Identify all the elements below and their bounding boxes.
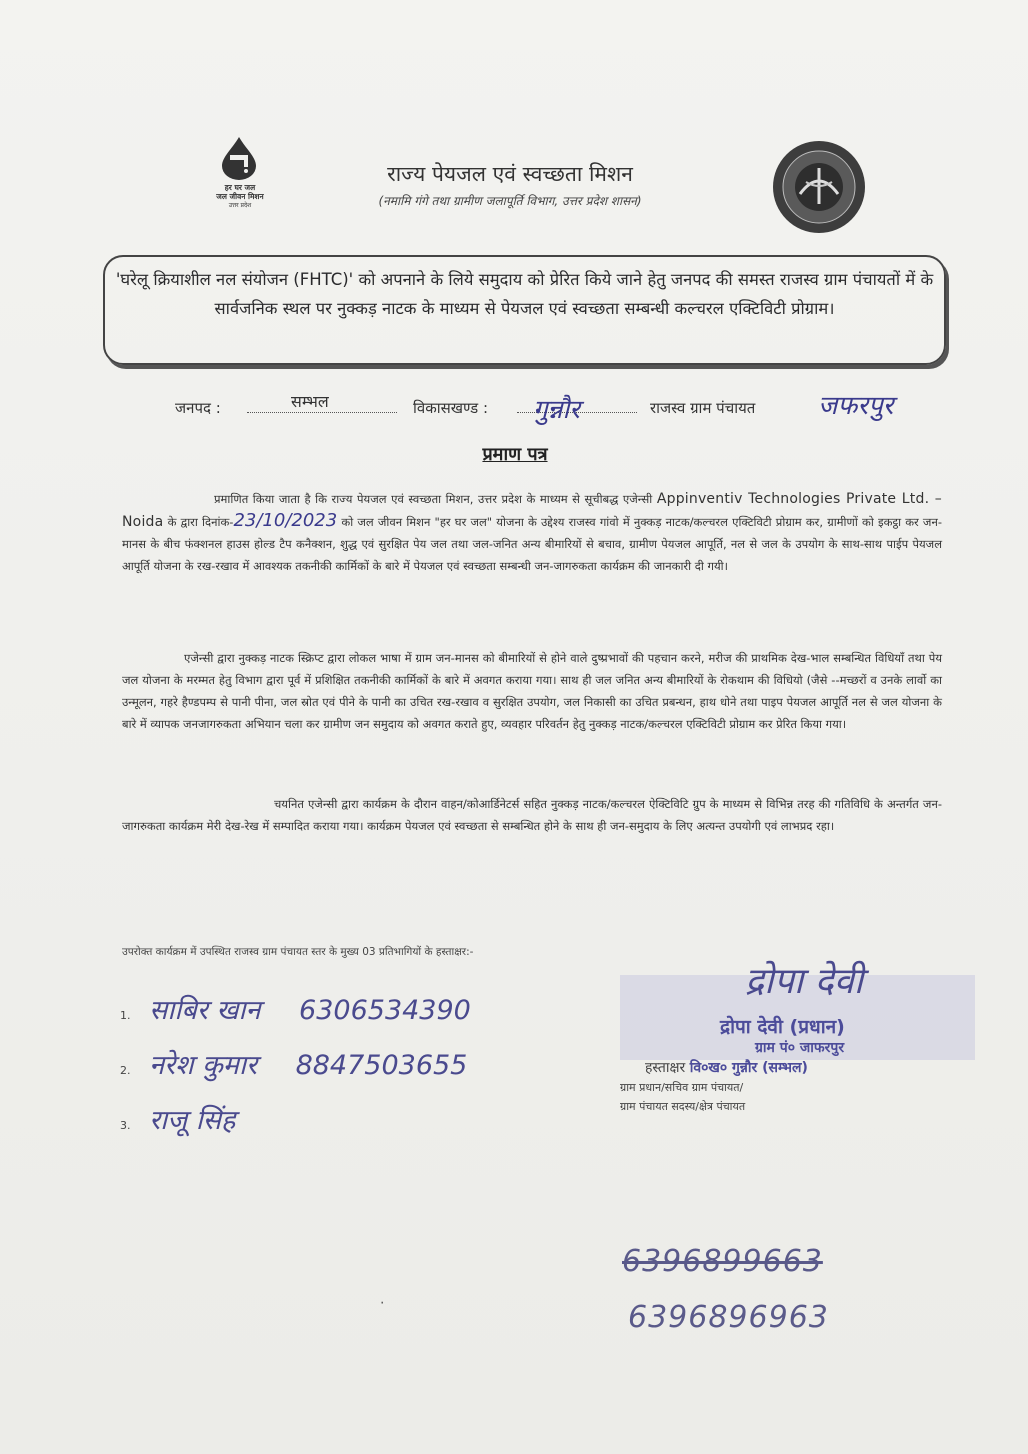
pradhan-signature: द्रोपा देवी [745,961,864,1002]
participant-signature: राजू सिंह [149,1105,236,1136]
mission-subtitle: (नमामि गंगे तथा ग्रामीण जलापूर्ति विभाग, उत्तर प्रदेश शासन) [378,194,642,208]
logo-text-2: जल जीवन मिशन [216,192,264,201]
program-description-box [103,255,946,365]
logo-text-3: उत्तर प्रदेश [228,202,252,209]
panchayat-label: राजस्व ग्राम पंचायत [650,399,756,417]
logo-text-1: हर घर जल [224,183,256,192]
paragraph-1-intro: प्रमाणित किया जाता है कि राज्य पेयजल एवं स्वच्छता मिशन, उत्तर प्रदेश के माध्यम से सूचीबद्ध एजेन्सी [214,492,653,506]
handwritten-phone-number: 6396896963 [628,1300,829,1335]
block-label: विकासखण्ड : [413,399,489,417]
water-drop-icon [210,135,268,181]
program-description-text: 'घरेलू क्रियाशील नल संयोजन (FHTC)' को अपनाने के लिये समुदाय को प्रेरित किये जाने हेतु जनपद की समस्त राजस्व ग्राम पंचायतों में के सार्वजनिक स्थल पर नुक्कड़ नाटक के माध्यम से पेयजल एवं स्वच्छता सम्बन्धी कल्चरल एक्टिविटी प्रोग्राम। [115,270,934,318]
up-government-seal-icon [770,138,868,236]
mission-title: राज्य पेयजल एवं स्वच्छता मिशन [387,162,633,186]
participants-heading: उपरोक्त कार्यक्रम में उपस्थित राजस्व ग्राम पंचायत स्तर के मुख्य 03 प्रतिभागियों के हस्ताक्षर:- [122,946,474,958]
participant-number: 2. [120,1064,131,1077]
paragraph-3-text: चयनित एजेन्सी द्वारा कार्यक्रम के दौरान वाहन/कोआर्डिनेटर्स सहित नुक्कड़ नाटक/कल्चरल ऐक्टिविटि ग्रुप के माध्यम से विभिन्न तरह की गतिविधि के अन्तर्गत जन-जागरुकता कार्यक्रम मेरी देख-रेख में सम्पादित कराया गया। कार्यक्रम पेयजल एवं स्वच्छता से सम्बन्धित होने के साथ ही जन-समुदाय के लिए अत्यन्त उपयोगी एवं लाभप्रद रहा। [122,797,942,833]
participant-row [120,1045,467,1082]
participant-number: 1. [120,1009,131,1022]
paragraph-1-body: को जल जीवन मिशन "हर घर जल" योजना के उद्देश्य राजस्व गांवो में नुक्कड़ नाटक/कल्चरल एक्टिविटी प्रोग्राम कर, ग्रामीणों को इकट्ठा कर जन-मानस के बीच फंक्शनल हाउस होल्ड टैप कनैक्शन, शुद्ध एवं सुरक्षित पेय जल तथा जल-जनित अन्य बीमारियों से बचाव, ग्रामीण पेयजल आपूर्ति, नल से जल के उपयोग के साथ-साथ पाईप पेयजल आपूर्ति योजना के रख-रखाव में आवश्यक तकनीकी कार्मिकों के बारे में पेयजल एवं स्वच्छता सम्बन्धी जन-जागरुकता कार्यक्रम की जानकारी दी गयी। [122,515,942,573]
participant-number: 3. [120,1119,131,1132]
district-value: सम्भल [291,392,329,411]
stamp-place: ग्राम पं० जाफरपुर [755,1040,845,1056]
participant-signature: साबिर खान [149,995,261,1026]
role-line-2: ग्राम पंचायत सदस्य/क्षेत्र पंचायत [620,1100,746,1113]
jal-jeevan-mission-logo [190,135,290,215]
certificate-title: प्रमाण पत्र [482,444,548,465]
participant-phone: 8847503655 [295,1050,468,1081]
district-label: जनपद : [175,399,221,417]
agency-name: Appinventiv Technologies Private Ltd. – Noida [122,491,942,530]
location-fields [175,390,975,440]
participant-signature: नरेश कुमार [149,1050,257,1081]
participant-row [120,990,471,1027]
panchayat-value: जफरपुर [818,391,894,421]
paragraph-1 [122,488,942,577]
role-line-1: ग्राम प्रधान/सचिव ग्राम पंचायत/ [620,1081,744,1094]
paragraph-2-text: एजेन्सी द्वारा नुक्कड़ नाटक स्क्रिप्ट द्वारा लोकल भाषा में ग्राम जन-मानस को बीमारियों से होने वाले दुष्प्रभावों की पहचान करने, मरीज की प्राथमिक देख-भाल सम्बन्धित विधियाँ तथा पेय जल योजना के मरम्मत हेतु विभाग द्वारा पूर्व में प्रशिक्षित तकनीकी कार्मिकों के बारे में अवगत कराया गया। साथ ही जल जनित अन्य बीमारियों के रोकथाम की विधियो (जैसे --मच्छरों व उनके लार्वो का उन्मूलन, गहरे हैण्डपम्प से पानी पीना, जल स्रोत एवं पीने के पानी का उचित रख-रखाव व सुरक्षित उपयोग, जल निकासी का उचित प्रबन्धन, हाथ धोने तथा पाइप पेयजल आपूर्ति नल से जल योजना के बारे में व्यापक जनजागरुकता अभियान चला कर ग्रामीण जन समुदाय को अवगत कराते हुए, व्यवहार परिवर्तन हेतु नुक्कड़ नाटक/कल्चरल एक्टिविटी प्रोग्राम कर प्रेरित किया गया। [122,651,942,731]
block-value: गुन्नौर [533,395,580,425]
signatory-role [620,1078,880,1116]
signature-label-line [645,1058,808,1077]
program-date: 23/10/2023 [233,510,338,531]
stamp-name: द्रोपा देवी (प्रधान) [720,1016,845,1038]
paragraph-1-date-label: के द्वारा दिनांक- [167,515,234,529]
stamp-block: वि०ख० गुन्नौर (सम्भल) [689,1060,808,1076]
ink-mark: ‧ [380,1296,385,1312]
paragraph-2 [122,647,942,735]
paragraph-3 [122,793,942,837]
participant-phone: 6306534390 [299,995,471,1026]
signature-label: हस्ताक्षर [645,1060,686,1076]
participant-row [120,1100,235,1137]
struck-phone-number: 6396899663 [622,1244,823,1279]
